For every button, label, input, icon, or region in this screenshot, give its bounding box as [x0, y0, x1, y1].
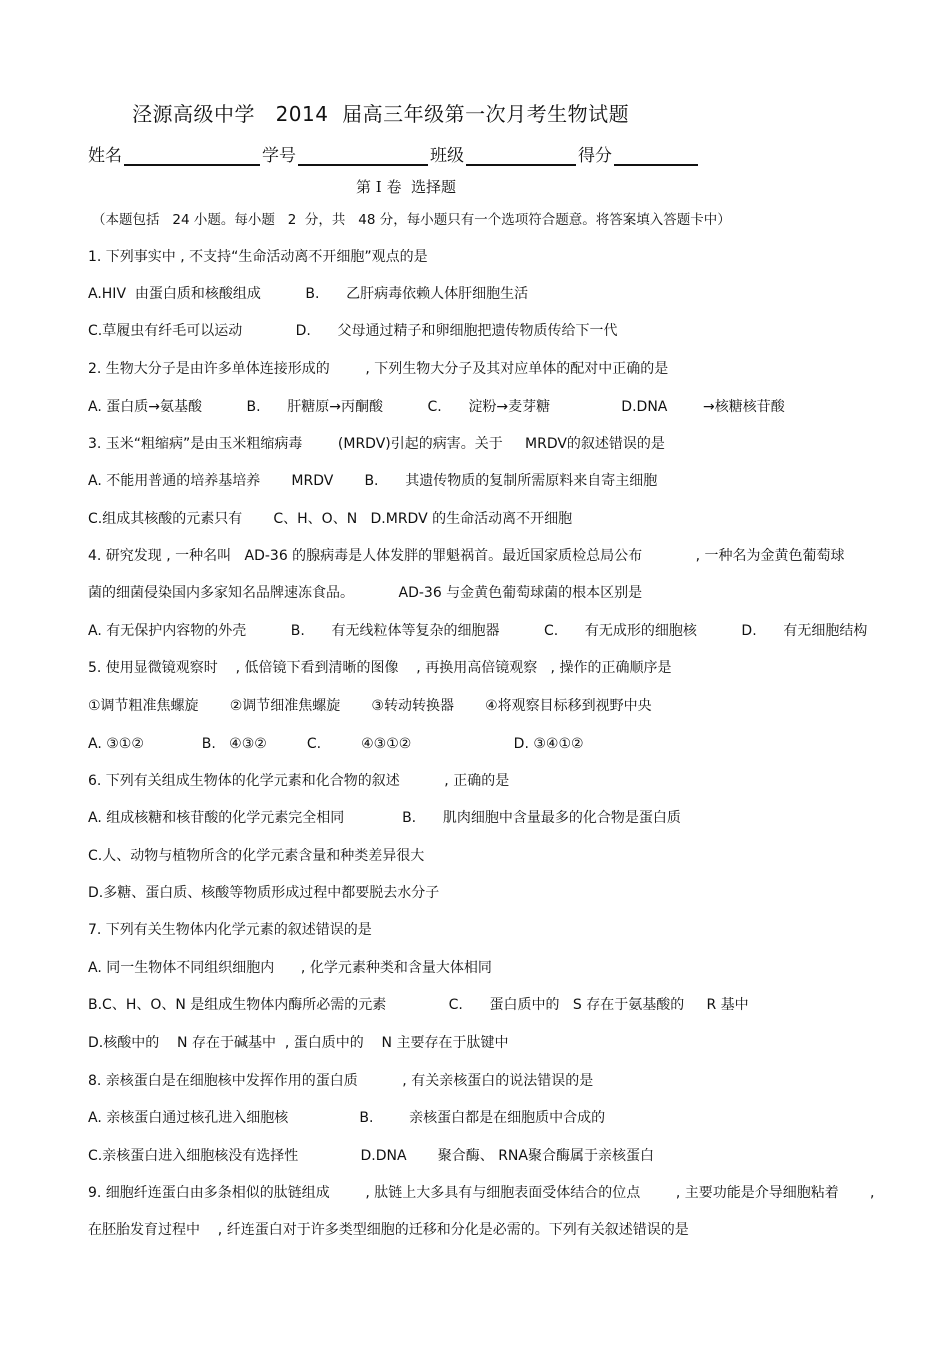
- option-line: D.核酸中的 N 存在于碱基中 , 蛋白质中的 N 主要存在于肽键中: [88, 1035, 509, 1051]
- option-line: A. ③①② B. ④③② C. ④③①② D. ③④①②: [88, 736, 584, 752]
- option-line: A. 不能用普通的培养基培养 MRDV B. 其遗传物质的复制所需原料来自寄主细胞: [88, 473, 658, 489]
- option-line: C.亲核蛋白进入细胞核没有选择性 D.DNA 聚合酶、 RNA聚合酶属于亲核蛋白: [88, 1148, 654, 1164]
- option-line: C.草履虫有纤毛可以运动 D. 父母通过精子和卵细胞把遗传物质传给下一代: [88, 323, 618, 339]
- question-line: 8. 亲核蛋白是在细胞核中发挥作用的蛋白质 , 有关亲核蛋白的说法错误的是: [88, 1073, 594, 1089]
- option-line: A. 有无保护内容物的外壳 B. 有无线粒体等复杂的细胞器 C. 有无成形的细胞核 D. 有无细胞结构: [88, 623, 868, 639]
- class-blank[interactable]: [466, 146, 576, 166]
- question-line: 5. 使用显微镜观察时 , 低倍镜下看到清晰的图像 , 再换用高倍镜观察 , 操作的正确顺序是: [88, 660, 672, 676]
- question-line: 9. 细胞纤连蛋白由多条相似的肽链组成 , 肽链上大多具有与细胞表面受体结合的位点 , 主要功能是介导细胞粘着 ,: [88, 1185, 875, 1201]
- exam-title: 泾源高级中学 2014 届高三年级第一次月考生物试题: [132, 102, 630, 126]
- question-line: 3. 玉米“粗缩病”是由玉米粗缩病毒 (MRDV)引起的病害。关于 MRDV的叙述错误的是: [88, 436, 665, 452]
- option-line: A. 亲核蛋白通过核孔进入细胞核 B. 亲核蛋白都是在细胞质中合成的: [88, 1110, 606, 1126]
- question-line: 在胚胎发育过程中 , 纤连蛋白对于许多类型细胞的迁移和分化是必需的。下列有关叙述错误的是: [88, 1222, 689, 1238]
- question-line: 1. 下列事实中 , 不支持“生命活动离不开细胞”观点的是: [88, 249, 428, 265]
- option-line: A. 同一生物体不同组织细胞内 , 化学元素种类和含量大体相同: [88, 960, 492, 976]
- class-label: 班级: [430, 146, 464, 166]
- student-info-row: [88, 141, 700, 166]
- name-blank[interactable]: [124, 146, 260, 166]
- question-line: 4. 研究发现 , 一种名叫 AD-36 的腺病毒是人体发胖的罪魁祸首。最近国家质检总局公布 , 一种名为金黄色葡萄球: [88, 548, 845, 564]
- option-line: A. 蛋白质→氨基酸 B. 肝糖原→丙酮酸 C. 淀粉→麦芽糖 D.DNA →核糖核苷酸: [88, 399, 785, 415]
- option-line: A. 组成核糖和核苷酸的化学元素完全相同 B. 肌肉细胞中含量最多的化合物是蛋白质: [88, 810, 681, 826]
- option-line: D.多糖、蛋白质、核酸等物质形成过程中都要脱去水分子: [88, 885, 440, 901]
- question-line: 2. 生物大分子是由许多单体连接形成的 , 下列生物大分子及其对应单体的配对中正确的是: [88, 361, 669, 377]
- option-line: C.组成其核酸的元素只有 C、H、O、N D.MRDV 的生命活动离不开细胞: [88, 511, 573, 527]
- question-line: 7. 下列有关生物体内化学元素的叙述错误的是: [88, 922, 372, 938]
- option-line: ①调节粗准焦螺旋 ②调节细准焦螺旋 ③转动转换器 ④将观察目标移到视野中央: [88, 698, 652, 714]
- score-label: 得分: [578, 146, 612, 166]
- name-label: 姓名: [88, 146, 122, 166]
- section-title: 第 I 卷 选择题: [356, 178, 456, 196]
- instructions: （本题包括 24 小题。每小题 2 分，共 48 分，每小题只有一个选项符合题意。将答案填入答题卡中）: [92, 212, 731, 228]
- option-line: C.人、动物与植物所含的化学元素含量和种类差异很大: [88, 848, 425, 864]
- id-label: 学号: [262, 146, 296, 166]
- id-blank[interactable]: [298, 146, 428, 166]
- option-line: B.C、H、O、N 是组成生物体内酶所必需的元素 C. 蛋白质中的 S 存在于氨基酸的 R 基中: [88, 997, 749, 1013]
- score-blank[interactable]: [614, 146, 698, 166]
- option-line: A.HIV 由蛋白质和核酸组成 B. 乙肝病毒依赖人体肝细胞生活: [88, 286, 529, 302]
- question-line: 菌的细菌侵染国内多家知名品牌速冻食品。 AD-36 与金黄色葡萄球菌的根本区别是: [88, 585, 643, 601]
- question-line: 6. 下列有关组成生物体的化学元素和化合物的叙述 , 正确的是: [88, 773, 510, 789]
